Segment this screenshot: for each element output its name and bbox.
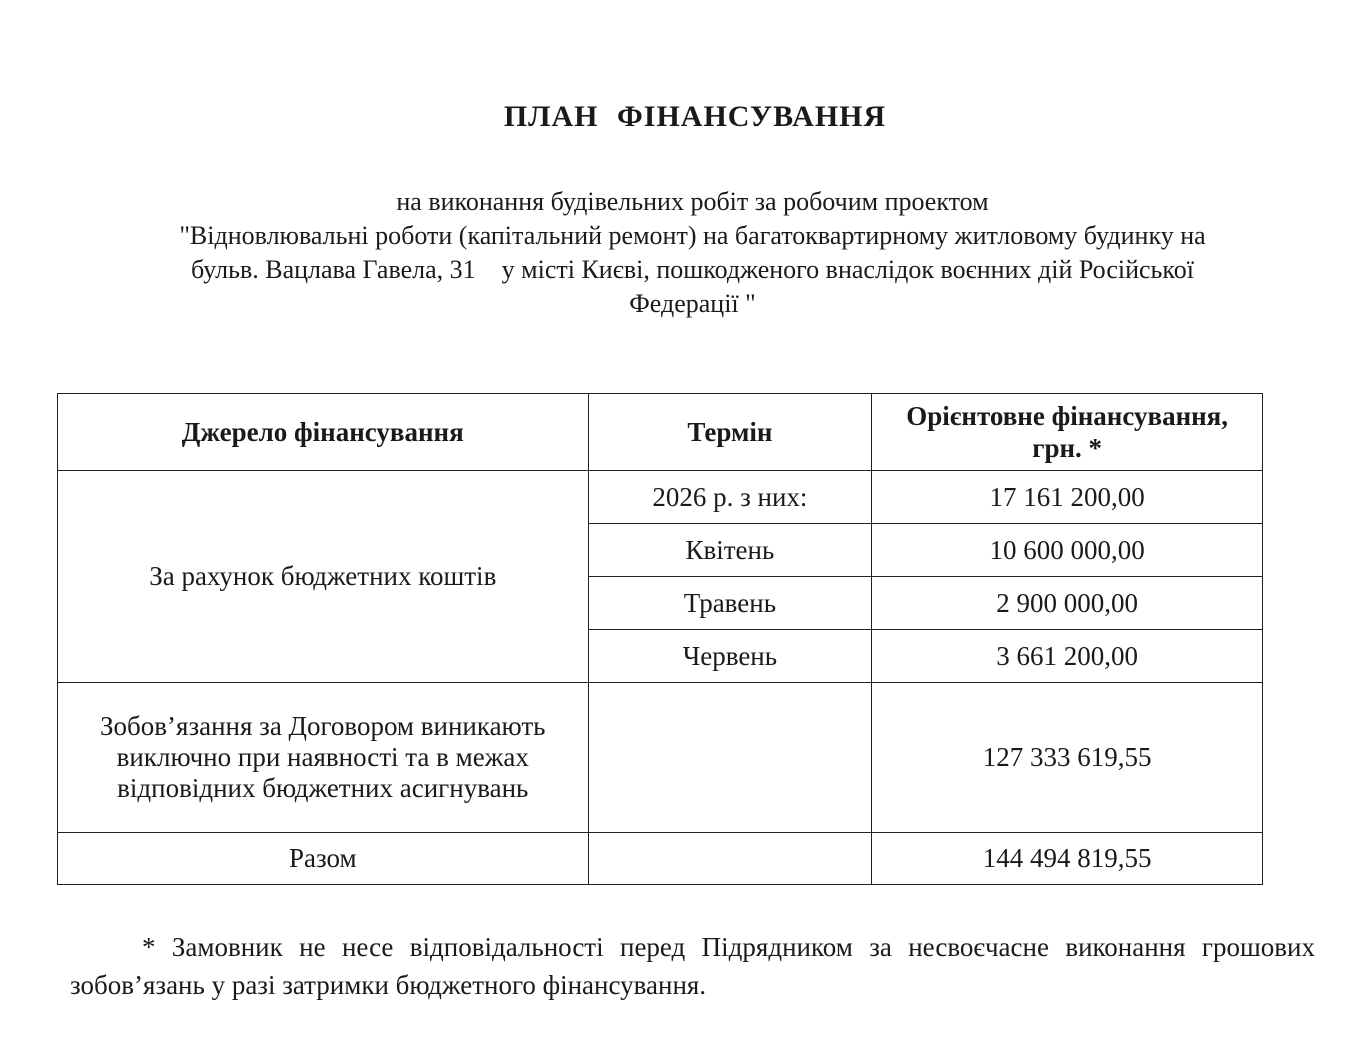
amount-cell: 3 661 200,00: [872, 630, 1263, 683]
subtitle-line: бульв. Вацлава Гавела, 31 у місті Києві, пошкодженого внаслідок воєнних дій Російської: [191, 255, 1194, 284]
table-header-row: [58, 394, 1263, 471]
amount-cell: 10 600 000,00: [872, 524, 1263, 577]
subtitle-line: Федерації ": [629, 289, 756, 318]
obligation-source-cell: Зобов’язання за Договором виникають виключно при наявності та в межах відповідних бюджетних асигнувань: [58, 683, 589, 833]
table-row: [58, 683, 1263, 833]
term-cell: 2026 р. з них:: [588, 471, 872, 524]
header-source: Джерело фінансування: [58, 394, 589, 471]
document-subtitle: [80, 185, 1305, 321]
amount-cell: 127 333 619,55: [872, 683, 1263, 833]
total-amount-cell: 144 494 819,55: [872, 833, 1263, 885]
subtitle-line: на виконання будівельних робіт за робочим проектом: [396, 187, 989, 216]
amount-cell: 2 900 000,00: [872, 577, 1263, 630]
subtitle-line: "Відновлювальні роботи (капітальний ремонт) на багатоквартирному житловому будинку на: [179, 221, 1206, 250]
amount-cell: 17 161 200,00: [872, 471, 1263, 524]
table-total-row: [58, 833, 1263, 885]
document-title: ПЛАН ФІНАНСУВАННЯ: [503, 100, 887, 133]
term-cell: Травень: [588, 577, 872, 630]
table-row: [58, 471, 1263, 524]
budget-source-cell: За рахунок бюджетних коштів: [58, 471, 589, 683]
header-term: Термін: [588, 394, 872, 471]
term-cell: Квітень: [588, 524, 872, 577]
term-cell: [588, 833, 872, 885]
header-amount: Орієнтовне фінансування, грн. *: [872, 394, 1263, 471]
financing-table: [57, 393, 1263, 885]
term-cell: Червень: [588, 630, 872, 683]
total-label-cell: Разом: [58, 833, 589, 885]
term-cell: [588, 683, 872, 833]
footnote: * Замовник не несе відповідальності перед Підрядником за несвоєчасне виконання грошових зобов’язань у разі затримки бюджетного фінансування.: [70, 932, 1315, 1000]
